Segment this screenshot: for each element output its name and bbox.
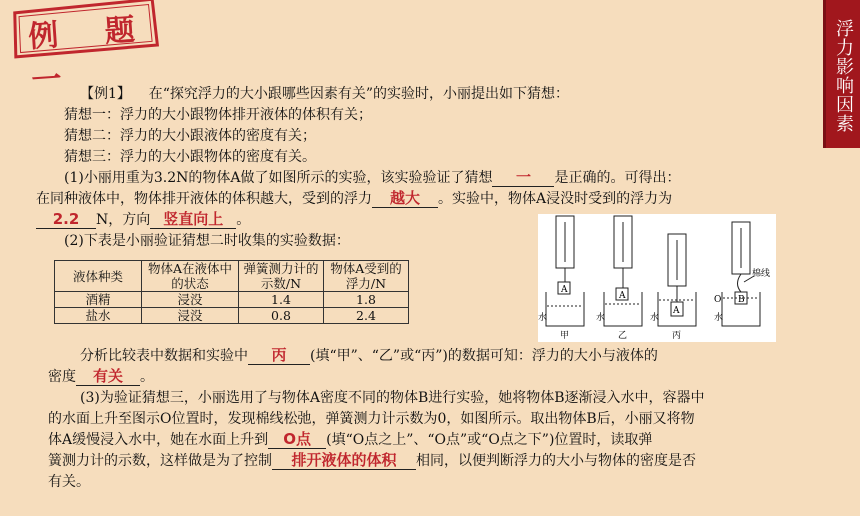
page-title: 例 题 一 — [27, 11, 154, 99]
setup-b — [714, 222, 770, 326]
guess-3: 猜想三：浮力的大小跟物体的密度有关。 — [64, 149, 316, 165]
table-cell: 0.8 — [239, 308, 324, 324]
q3-line-5: 有关。 — [48, 474, 90, 490]
guess-1: 猜想一：浮力的大小跟物体排开液体的体积有关； — [64, 107, 372, 123]
q3-line-2: 的水面上升至图示O位置时，发现棉线松弛，弹簧测力计示数为0，如图所示。取出物体B后，小丽又将物 — [48, 411, 695, 427]
water-label: 水 — [650, 313, 660, 323]
q2-intro: (2)下表是小丽验证猜想二时收集的实验数据： — [64, 233, 350, 249]
q1-line-3: 2.2 N，方向 竖直向上 。 — [36, 210, 826, 231]
table-header: 物体A受到的浮力/N — [324, 261, 409, 292]
q3-line-4: 簧测力计的示数，这样做是为了控制 排开液体的体积 相同，以便判断浮力的大小与物体的密度是否 — [48, 451, 696, 469]
setup-label-jia: 甲 — [560, 331, 570, 341]
setup-jia — [538, 216, 584, 341]
table-header: 液体种类 — [55, 261, 142, 292]
table-cell: 2.4 — [324, 308, 409, 324]
section-tab[interactable]: 浮力影响因素 — [826, 0, 860, 148]
answer-blank[interactable]: 竖直向上 — [150, 210, 236, 229]
answer-blank[interactable]: O点 — [268, 430, 326, 449]
table-cell: 酒精 — [55, 292, 142, 308]
block-a-label: A — [673, 306, 680, 316]
water-label: 水 — [714, 313, 724, 323]
block-b-label: B — [738, 295, 745, 305]
q3-line-1: (3)为验证猜想三，小丽选用了与物体A密度不同的物体B进行实验，她将物体B逐渐浸入水中，容器中 — [80, 390, 705, 406]
block-a-label: A — [561, 285, 568, 295]
answer-blank[interactable]: 一 — [492, 168, 554, 187]
block-a-label: A — [619, 291, 626, 301]
answer-blank[interactable]: 越大 — [372, 189, 438, 208]
water-label: 水 — [596, 313, 606, 323]
table-cell: 盐水 — [55, 308, 142, 324]
answer-blank[interactable]: 2.2 — [36, 210, 96, 229]
q3-line-3: 体A缓慢浸入水中，她在水面上升到 O点 (填“O点之上”、“O点”或“O点之下”)位置时，读取弹 — [48, 430, 653, 448]
experiment-figure — [538, 214, 776, 342]
analysis-section — [36, 346, 826, 493]
table-row — [55, 292, 409, 308]
setup-yi — [596, 216, 642, 341]
q1-line-1: (1)小丽用重为3.2N的物体A做了如图所示的实验，该实验验证了猜想 一 是正确的。可得出： — [64, 168, 681, 186]
intro-line — [36, 84, 826, 105]
table-header: 弹簧测力计的示数/N — [239, 261, 324, 292]
guess-2: 猜想二：浮力的大小跟液体的密度有关； — [64, 128, 316, 144]
table-cell: 1.4 — [239, 292, 324, 308]
q2-analysis-line-2: 密度 有关 。 — [48, 367, 154, 385]
table-header: 物体A在液体中的状态 — [142, 261, 239, 292]
q2-analysis-line-1: 分析比较表中数据和实验中 丙 (填“甲”、“乙”或“丙”)的数据可知：浮力的大小与液体的 — [80, 346, 658, 364]
answer-blank[interactable]: 有关 — [76, 367, 140, 386]
cotton-label: 棉线 — [752, 269, 771, 279]
experiment-diagram — [538, 214, 776, 342]
answer-blank[interactable]: 丙 — [248, 346, 310, 365]
table-cell: 浸没 — [142, 308, 239, 324]
setup-label-bing: 丙 — [672, 331, 682, 341]
table-cell: 1.8 — [324, 292, 409, 308]
setup-bing — [650, 234, 696, 341]
water-label: 水 — [538, 313, 548, 323]
data-table — [54, 260, 409, 324]
q1-line-2: 在同种液体中，物体排开液体的体积越大，受到的浮力 越大 。实验中，物体A浸没时受到的浮力为 — [36, 189, 673, 207]
table-cell: 浸没 — [142, 292, 239, 308]
o-mark-label: O — [714, 295, 722, 305]
setup-label-yi: 乙 — [618, 331, 628, 341]
answer-blank[interactable]: 排开液体的体积 — [272, 451, 416, 470]
table-header-row — [55, 261, 409, 292]
table-row — [55, 308, 409, 324]
intro-text: 在“探究浮力的大小跟哪些因素有关”的实验时，小丽提出如下猜想： — [148, 86, 570, 102]
example-label: 【例1】 — [80, 86, 131, 102]
